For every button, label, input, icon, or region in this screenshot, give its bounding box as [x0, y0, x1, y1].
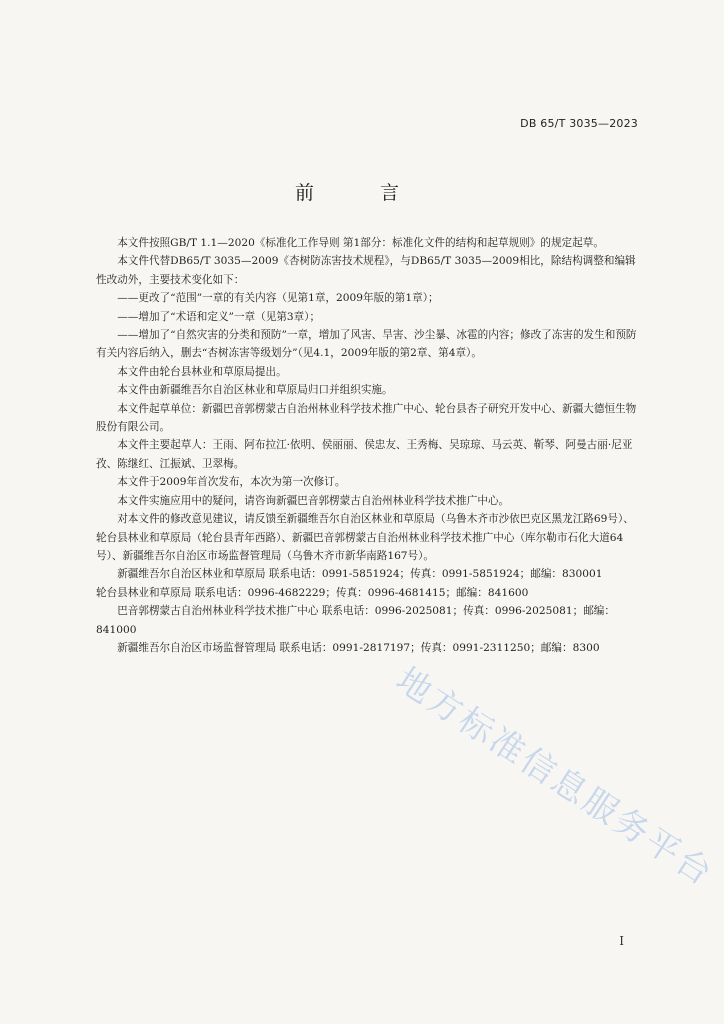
standard-code: DB 65/T 3035—2023 [520, 117, 638, 130]
paragraph-feedback: 对本文件的修改意见建议，请反馈至新疆维吾尔自治区林业和草原局（乌鲁木齐市沙依巴克区黑龙江路69号）、轮台县林业和草原局（轮台县青年西路）、新疆巴音郭楞蒙古自治州林业科学技术推广中心（库尔勒市石化大道64号）、新疆维吾尔自治区市场监督管理局（乌鲁木齐市新华南路167号）。 [96, 513, 634, 562]
contact-forestry-bureau: 新疆维吾尔自治区林业和草原局 联系电话：0991-5851924；传真：0991-5851924；邮编：830001 [117, 568, 603, 581]
change-item-terms: ——增加了“术语和定义”一章（见第3章）； [117, 310, 321, 323]
change-item-scope: ——更改了“范围”一章的有关内容（见第1章，2009年版的第1章）； [117, 292, 439, 305]
paragraph-drafting-rules: 本文件按照GB/T 1.1—2020《标准化工作导则 第1部分：标准化文件的结构和起草规则》的规定起草。 [117, 237, 604, 249]
contact-luntai-bureau: 轮台县林业和草原局 联系电话：0996-4682229；传真：0996-4681415；邮编：841600 [96, 586, 529, 599]
page-number: I [619, 934, 624, 948]
section-title: 前 言 [294, 182, 430, 204]
paragraph-replaces: 本文件代替DB65/T 3035—2009《杏树防冻害技术规程》，与DB65/T 3035—2009相比，除结构调整和编辑性改动外，主要技术变化如下： [96, 255, 636, 286]
paragraph-drafting-units: 本文件起草单位：新疆巴音郭楞蒙古自治州林业科学技术推广中心、轮台县杏子研究开发中心、新疆大德恒生物股份有限公司。 [96, 402, 637, 434]
paragraph-managed-by: 本文件由新疆维吾尔自治区林业和草原局归口并组织实施。 [117, 384, 393, 397]
contact-bayingolin-center: 巴音郭楞蒙古自治州林业科学技术推广中心 联系电话：0996-2025081；传真：0996-2025081；邮编：841000 [96, 605, 615, 636]
watermark: 地方标准信息服务平台 [388, 659, 721, 895]
contact-market-regulation: 新疆维吾尔自治区市场监督管理局 联系电话：0991-2817197；传真：0991-2311250；邮编：8300 [117, 641, 600, 654]
paragraph-drafters: 本文件主要起草人：王雨、阿布拉江·依明、侯丽丽、侯忠友、王秀梅、吴琼琼、马云英、靳琴、阿曼古丽·尼亚孜、陈继红、江振斌、卫翠梅。 [96, 439, 633, 470]
foreword-body [96, 234, 641, 657]
paragraph-inquiries: 本文件实施应用中的疑问，请咨询新疆巴音郭楞蒙古自治州林业科学技术推广中心。 [117, 494, 510, 507]
change-item-disasters: ——增加了“自然灾害的分类和预防”一章，增加了风害、旱害、沙尘暴、冰雹的内容；修改了冻害的发生和预防有关内容后纳入，删去“杏树冻害等级划分”（见4.1，2009年版的第2章、第4章）。 [96, 329, 637, 360]
paragraph-proposed-by: 本文件由轮台县林业和草原局提出。 [117, 365, 287, 378]
paragraph-first-issue: 本文件于2009年首次发布，本次为第一次修订。 [117, 476, 346, 489]
